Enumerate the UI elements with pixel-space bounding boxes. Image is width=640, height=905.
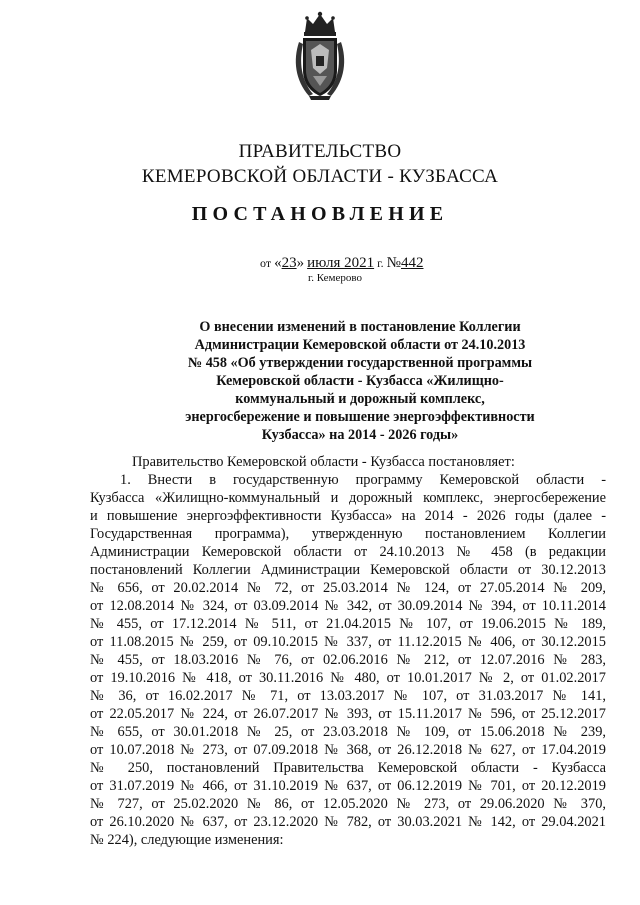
body-line: № 655, от 30.01.2018 № 25, от 23.03.2018 № 109, от 15.06.2018 № 239, (90, 724, 606, 740)
government-name-line1: ПРАВИТЕЛЬСТВО (238, 141, 402, 162)
body-intro: Правительство Кемеровской области - Кузбасса постановляет: (132, 454, 515, 470)
subject-line: № 458 «Об утверждении государственной программы (187, 355, 533, 371)
subject-line: энергосбережение и повышение энергоэффективности (185, 409, 535, 425)
subject-line: коммунальный и дорожный комплекс, (235, 391, 485, 407)
body-line: № 455, от 18.03.2016 № 76, от 02.06.2016 № 212, от 12.07.2016 № 283, (90, 652, 606, 668)
body-line: и повышение энергоэффективности Кузбасса» на 2014 - 2026 годы (далее - (90, 508, 606, 524)
body-line: Кузбасса «Жилищно-коммунальный и дорожный комплекс, энергосбережение (90, 490, 606, 506)
date-day: 23 (281, 255, 297, 271)
body-line: 1. Внести в государственную программу Кемеровской области - (120, 472, 606, 488)
document-subject (160, 318, 560, 444)
subject-line: Кузбасса» на 2014 - 2026 годы» (261, 427, 459, 443)
body-line: постановлений Коллегии Администрации Кемеровской области от 30.12.2013 (90, 562, 606, 578)
body-line: № 455, от 17.12.2014 № 511, от 21.04.2015 № 107, от 19.06.2015 № 189, (90, 616, 606, 632)
body-line: от 11.08.2015 № 259, от 09.10.2015 № 337, от 11.12.2015 № 406, от 30.12.2015 (90, 634, 606, 650)
subject-line: О внесении изменений в постановление Коллегии (199, 319, 521, 335)
body-line: № 224), следующие изменения: (90, 832, 284, 848)
coat-of-arms-icon (291, 10, 349, 102)
body-line: от 26.10.2020 № 637, от 23.12.2020 № 782, от 30.03.2021 № 142, от 29.04.2021 (90, 814, 606, 830)
body-line: № 656, от 20.02.2014 № 72, от 25.03.2014 № 124, от 27.05.2014 № 209, (90, 580, 606, 596)
body-line: № 250, постановлений Правительства Кемеровской области - Кузбасса (90, 760, 606, 776)
date-month-year: июля 2021 (307, 255, 375, 271)
number-sign: № (386, 255, 401, 271)
body-line: от 10.07.2018 № 273, от 07.09.2018 № 368, от 26.12.2018 № 627, от 17.04.2019 (90, 742, 606, 758)
document-body (90, 453, 606, 849)
body-line: от 31.07.2019 № 466, от 31.10.2019 № 637, от 06.12.2019 № 701, от 20.12.2019 (90, 778, 606, 794)
year-suffix: г. (377, 256, 384, 270)
body-line: от 22.05.2017 № 224, от 26.07.2017 № 393, от 15.11.2017 № 596, от 25.12.2017 (90, 706, 606, 722)
subject-line: Администрации Кемеровской области от 24.10.2013 (194, 337, 526, 353)
body-line: Администрации Кемеровской области от 24.10.2013 № 458 (в редакции (90, 544, 606, 560)
government-name-line2: КЕМЕРОВСКОЙ ОБЛАСТИ - КУЗБАССА (141, 166, 499, 187)
body-line: № 727, от 25.02.2020 № 86, от 12.05.2020 № 273, от 29.06.2020 № 370, (90, 796, 606, 812)
city-name: г. Кемерово (307, 272, 363, 284)
subject-line: Кемеровской области - Кузбасса «Жилищно- (216, 373, 504, 389)
body-line: от 19.10.2016 № 418, от 30.11.2016 № 480, от 10.01.2017 № 2, от 01.02.2017 (90, 670, 606, 686)
date-number-line (260, 255, 423, 272)
body-line: Государственная программа), утвержденную постановлением Коллегии (90, 526, 606, 542)
body-line: от 12.08.2014 № 324, от 03.09.2014 № 342, от 30.09.2014 № 394, от 10.11.2014 (90, 598, 606, 614)
open-quote: « (274, 255, 282, 271)
document-type-title: ПОСТАНОВЛЕНИЕ (191, 203, 449, 225)
document-number: 442 (400, 255, 424, 271)
body-line: № 36, от 16.02.2017 № 71, от 13.03.2017 № 107, от 31.03.2017 № 141, (90, 688, 606, 704)
date-prefix: от (260, 256, 272, 270)
close-quote: » (296, 255, 305, 271)
